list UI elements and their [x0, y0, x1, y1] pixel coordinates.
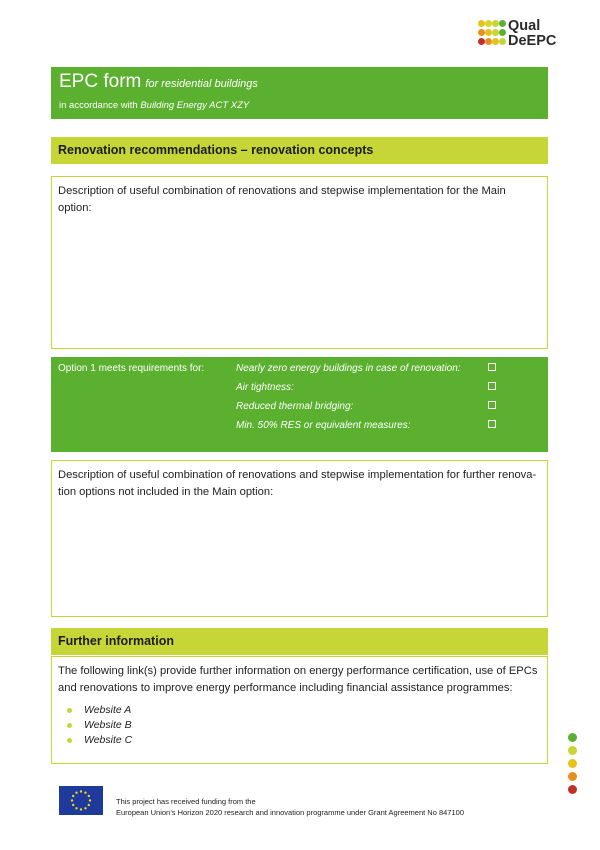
accordance-line — [59, 100, 249, 111]
option1-lead: Option 1 meets requirements for: — [58, 363, 205, 374]
requirement-row-nzeb — [236, 363, 548, 381]
side-dots-decoration — [568, 733, 577, 798]
requirement-row-res — [236, 420, 548, 438]
eu-star — [80, 808, 82, 810]
accordance-prefix: in accordance with — [59, 100, 138, 111]
side-dot — [568, 772, 577, 781]
further-info-description: The following link(s) provide further information on energy performance certification, use of EPCs and renovations to improve energy performance including financial assistance programmes: — [58, 665, 538, 694]
logo-dot — [485, 38, 492, 45]
funding-line-2: European Union’s Horizon 2020 research and innovation programme under Grant Agreement No 847100 — [116, 808, 464, 817]
side-dot — [568, 733, 577, 742]
eu-star — [72, 804, 74, 806]
eu-star — [84, 792, 86, 794]
link-website-c[interactable]: Website C — [58, 733, 542, 748]
logo-dot — [485, 20, 492, 27]
logo-dot — [492, 38, 499, 45]
eu-star — [75, 792, 77, 794]
further-info-box — [51, 656, 548, 764]
requirement-label: Nearly zero energy buildings in case of renovation: — [236, 363, 461, 374]
side-dot — [568, 759, 577, 768]
requirement-label: Min. 50% RES or equivalent measures: — [236, 420, 411, 431]
eu-star — [72, 795, 74, 797]
eu-star — [71, 799, 73, 801]
links-list — [58, 703, 542, 748]
logo-dot — [478, 20, 485, 27]
eu-star — [80, 790, 82, 792]
eu-star — [84, 807, 86, 809]
link-website-a[interactable]: Website A — [58, 703, 542, 718]
form-title-main: EPC form — [59, 71, 142, 92]
further-options-box[interactable] — [51, 460, 548, 617]
side-dot — [568, 785, 577, 794]
main-option-box[interactable] — [51, 176, 548, 349]
requirement-label: Air tightness: — [236, 382, 294, 393]
main-option-description: Description of useful combination of renovations and stepwise implementation for the Main option: — [58, 185, 506, 214]
eu-stars-icon — [59, 786, 103, 815]
eu-flag-icon — [59, 786, 103, 815]
option1-requirements-panel — [51, 357, 548, 452]
funding-notice — [116, 796, 464, 818]
further-options-description: Description of useful combination of renovations and stepwise implementation for further renova-tion options not included in the Main option: — [58, 469, 537, 498]
accordance-act: Building Energy ACT XZY — [140, 100, 250, 111]
logo-dot — [492, 29, 499, 36]
requirement-checkbox[interactable] — [488, 363, 496, 371]
requirement-row-air-tightness — [236, 382, 548, 400]
logo-dots-icon — [478, 20, 506, 48]
link-website-b[interactable]: Website B — [58, 718, 542, 733]
logo-dot — [485, 29, 492, 36]
logo-dot — [478, 29, 485, 36]
form-title — [59, 71, 258, 93]
requirement-checkbox[interactable] — [488, 401, 496, 409]
logo-dot — [499, 20, 506, 27]
eu-star — [75, 807, 77, 809]
eu-star — [88, 795, 90, 797]
logo-line-2: DeEPC — [508, 33, 557, 49]
header-band — [51, 67, 548, 119]
logo-line-1: Qual — [508, 18, 541, 34]
logo-dot — [499, 38, 506, 45]
qualdeepc-logo — [478, 20, 568, 52]
logo-dot — [499, 29, 506, 36]
side-dot — [568, 746, 577, 755]
requirement-row-thermal-bridging — [236, 401, 548, 419]
form-subtitle: for residential buildings — [145, 78, 258, 90]
eu-star — [89, 799, 91, 801]
logo-text — [508, 19, 556, 49]
section-title-further-info: Further information — [51, 628, 548, 655]
logo-dot — [492, 20, 499, 27]
requirement-checkbox[interactable] — [488, 420, 496, 428]
eu-star — [88, 804, 90, 806]
funding-line-1: This project has received funding from the — [116, 797, 256, 806]
requirement-label: Reduced thermal bridging: — [236, 401, 354, 412]
requirement-checkbox[interactable] — [488, 382, 496, 390]
logo-dot — [478, 38, 485, 45]
section-title-renovation: Renovation recommendations – renovation concepts — [51, 137, 548, 164]
